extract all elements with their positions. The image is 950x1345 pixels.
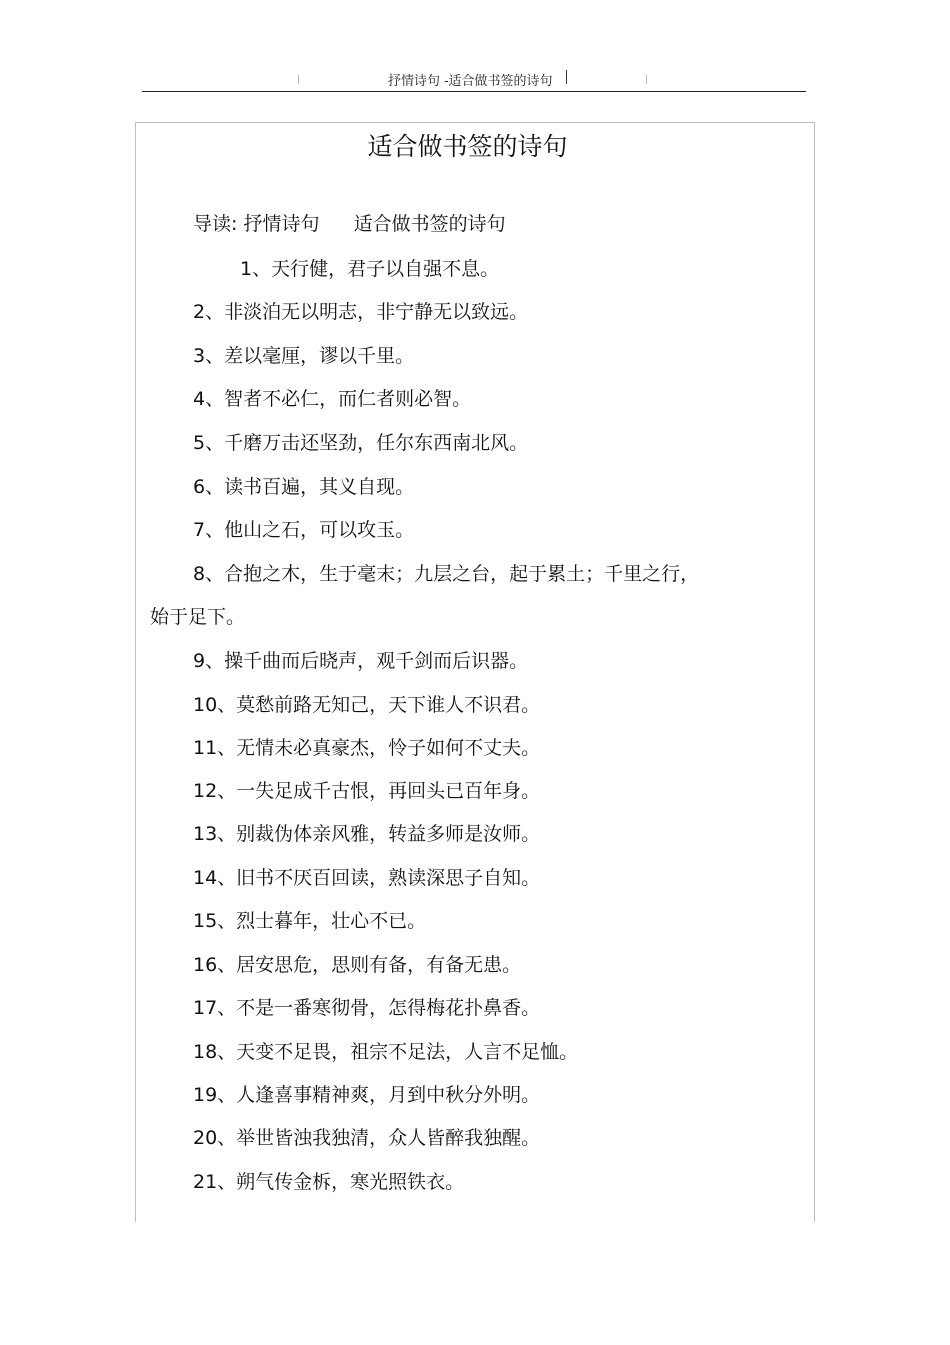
header-text: 抒情诗句 -适合做书签的诗句 [388, 74, 553, 89]
intro-label: 导读: [193, 213, 238, 235]
running-header [0, 68, 950, 90]
list-item: 10、莫愁前路无知己，天下谁人不识君。 [193, 694, 541, 716]
list-item: 18、天变不足畏，祖宗不足法，人言不足恤。 [193, 1041, 579, 1063]
list-item: 19、人逢喜事精神爽，月到中秋分外明。 [193, 1084, 541, 1106]
list-item: 5、千磨万击还坚劲，任尔东西南北风。 [193, 432, 529, 454]
header-tick [566, 70, 567, 84]
list-item-continuation: 始于足下。 [150, 606, 246, 628]
header-rule [142, 91, 806, 92]
list-item: 21、朔气传金柝，寒光照铁衣。 [193, 1171, 465, 1193]
list-item: 20、举世皆浊我独清，众人皆醉我独醒。 [193, 1127, 541, 1149]
list-item: 12、一失足成千古恨，再回头已百年身。 [193, 780, 541, 802]
list-item: 13、别裁伪体亲风雅，转益多师是汝师。 [193, 823, 541, 845]
list-item: 3、差以毫厘，谬以千里。 [193, 345, 415, 367]
list-item: 16、居安思危，思则有备，有备无患。 [193, 954, 522, 976]
list-item: 2、非淡泊无以明志，非宁静无以致远。 [193, 301, 529, 323]
document-title: 适合做书签的诗句 [367, 132, 568, 161]
list-item: 14、旧书不厌百回读，熟读深思子自知。 [193, 867, 541, 889]
intro-topic: 适合做书签的诗句 [353, 213, 506, 235]
list-item: 4、智者不必仁，而仁者则必智。 [193, 388, 472, 410]
intro-category: 抒情诗句 [243, 213, 320, 235]
list-item: 7、他山之石，可以攻玉。 [193, 519, 415, 541]
list-item: 8、合抱之木，生于毫末；九层之台，起于累土；千里之行， [193, 563, 700, 585]
list-item: 11、无情未必真豪杰，怜子如何不丈夫。 [193, 737, 541, 759]
list-item: 6、读书百遍，其义自现。 [193, 476, 415, 498]
header-tick [298, 75, 299, 84]
list-item: 9、操千曲而后晓声，观千剑而后识器。 [193, 650, 529, 672]
list-item: 15、烈士暮年，壮心不已。 [193, 910, 427, 932]
list-item: 17、不是一番寒彻骨，怎得梅花扑鼻香。 [193, 997, 541, 1019]
intro-line [193, 209, 506, 236]
list-item: 1、天行健，君子以自强不息。 [240, 258, 500, 280]
header-tick [646, 75, 647, 84]
